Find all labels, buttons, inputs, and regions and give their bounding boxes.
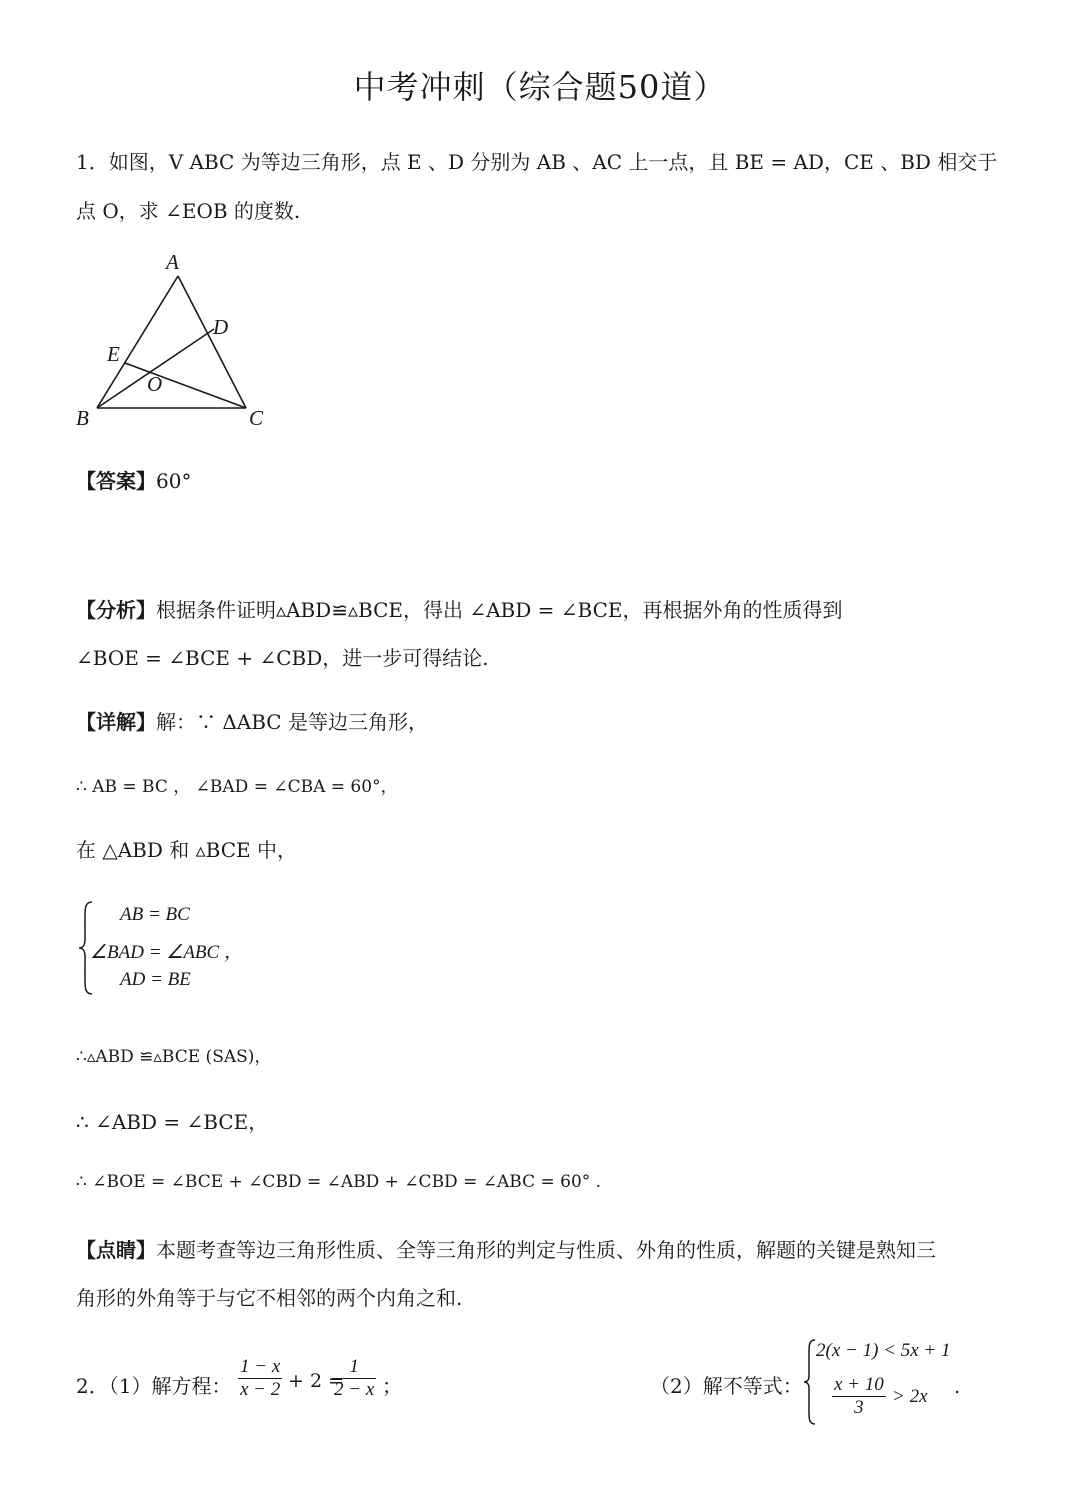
- detail-line3: 在 △ABD 和 ▵BCE 中，: [76, 838, 297, 862]
- detail-text1: 解：∵ ΔABC 是等边三角形，: [156, 710, 428, 734]
- q1-line2: 点 O，求 ∠EOB 的度数.: [76, 199, 301, 223]
- segment-ce: [125, 363, 246, 408]
- label-o: O: [147, 372, 163, 396]
- q2-fraction-3: [832, 1374, 886, 1419]
- q2-semicolon: ；: [382, 1374, 402, 1398]
- q2-frac3-numerator: x + 10: [834, 1374, 884, 1395]
- answer-line: [76, 465, 191, 494]
- comment-line1: [76, 1234, 936, 1263]
- segment-bd: [97, 329, 214, 408]
- label-b: B: [76, 406, 89, 430]
- detail-line4: ∴▵ABD ≌▵BCE (SAS)，: [76, 1047, 272, 1067]
- comment-text1: 本题考查等边三角形性质、全等三角形的判定与性质、外角的性质，解题的关键是熟知三: [156, 1238, 936, 1262]
- label-c: C: [249, 406, 264, 430]
- triangle-figure: [60, 245, 290, 445]
- analysis-text1: 根据条件证明▵ABD≌▵BCE，得出 ∠ABD = ∠BCE，再根据外角的性质得到: [156, 598, 843, 622]
- system-row3: AD = BE: [120, 969, 191, 990]
- label-d: D: [213, 315, 229, 339]
- detail-line1: [76, 706, 428, 735]
- system-row1: AB = BC: [120, 904, 190, 925]
- detail-line2: ∴ AB = BC ， ∠BAD = ∠CBA = 60°，: [76, 777, 398, 797]
- detail-line5: ∴ ∠ABD = ∠BCE，: [76, 1110, 269, 1134]
- q2-frac1-denominator: x − 2: [240, 1379, 281, 1400]
- comment-line2: 角形的外角等于与它不相邻的两个内角之和.: [76, 1286, 463, 1310]
- answer-value: 60°: [156, 469, 192, 493]
- q2-plus-two: + 2 =: [288, 1370, 345, 1392]
- q2-frac2-denominator: 2 − x: [334, 1379, 375, 1400]
- q2-inequality-1: 2(x − 1) < 5x + 1: [816, 1340, 951, 1361]
- detail-line6: ∴ ∠BOE = ∠BCE + ∠CBD = ∠ABD + ∠CBD = ∠ABC = 60° .: [76, 1172, 602, 1192]
- q2-inequality-2-rest: > 2x: [892, 1386, 928, 1407]
- label-e: E: [107, 342, 120, 366]
- analysis-line2: ∠BOE = ∠BCE + ∠CBD，进一步可得结论.: [76, 646, 489, 670]
- answer-tag: 【答案】: [76, 469, 156, 493]
- analysis-tag: 【分析】: [76, 598, 156, 622]
- detail-tag: 【详解】: [76, 710, 156, 734]
- q2-frac3-denominator: 3: [832, 1396, 886, 1419]
- system-row2: ∠BAD = ∠ABC ，: [90, 942, 243, 963]
- q2-part1-label: 2．（1）解方程：: [76, 1374, 232, 1398]
- q2-fraction-2: [332, 1356, 376, 1401]
- q2-frac1-numerator: 1 − x: [240, 1356, 281, 1377]
- q2-period: .: [954, 1374, 961, 1398]
- analysis-line1: [76, 594, 842, 623]
- q2-fraction-1: [238, 1356, 282, 1401]
- page-title: 中考冲刺（综合题50道）: [353, 68, 727, 106]
- q2-part2-label: （2）解不等式：: [650, 1374, 803, 1398]
- label-a: A: [166, 250, 179, 274]
- comment-tag: 【点睛】: [76, 1238, 156, 1262]
- q1-line1: 1．如图，V ABC 为等边三角形，点 E 、D 分别为 AB 、AC 上一点，且 BE = AD，CE 、BD 相交于: [76, 150, 998, 174]
- q2-frac2-numerator: 1: [349, 1356, 359, 1377]
- side-ac: [178, 276, 246, 408]
